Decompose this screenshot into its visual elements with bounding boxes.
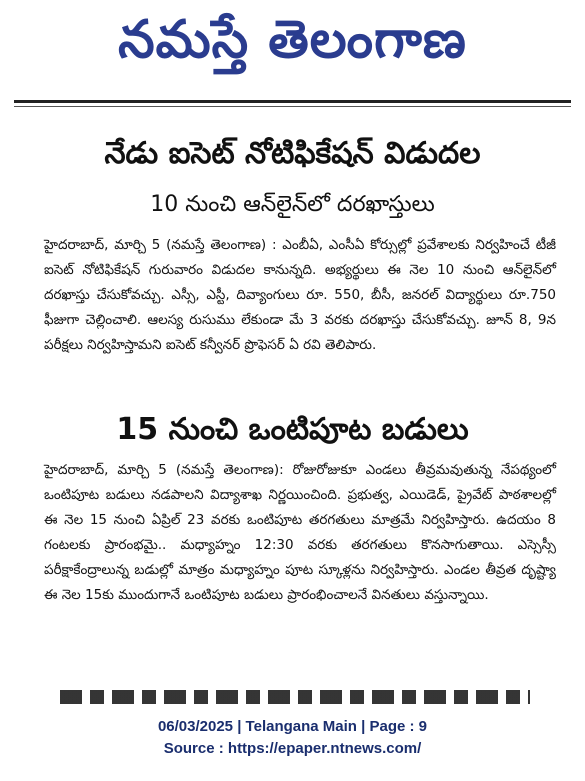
article2-headline: 15 నుంచి ఒంటిపూట బడులు [116, 412, 469, 447]
footer-date-edition-page: 06/03/2025 | Telangana Main | Page : 9 [157, 718, 428, 735]
article1-headline: నేడు ఐసెట్ నోటిఫికేషన్ విడుదల [104, 136, 481, 171]
article1-body: హైదరాబాద్, మార్చి 5 (నమస్తే తెలంగాణ) : ఎంబీఏ, ఎంసీఏ కోర్సుల్లో ప్రవేశాలకు నిర్వహించే టీజీ ఐసెట్ నోటిఫికేషన్ గురువారం విడుదల కానున్నది. అభ్యర్థులు ఈ నెల 10 నుంచి ఆన్‌లైన్‌లో దరఖాస్తు చేసుకోవచ్చు. ఎస్సీ, ఎస్టీ, దివ్యాంగులు రూ. 550, బీసీ, జనరల్ విద్యార్థులు రూ.750 ఫీజుగా చెల్లించాలి. ఆలస్య రుసుము లేకుండా మే 3 వరకు దరఖాస్తు చేసుకోవచ్చు. జూన్ 8, 9న పరీక్షలు నిర్వహిస్తామని ఐసెట్ కన్వీనర్ ప్రొఫెసర్ ఏ రవి తెలిపారు. [44, 237, 556, 353]
footer-source: Source : https://epaper.ntnews.com/ [163, 740, 422, 757]
masthead-divider [14, 100, 571, 103]
clipping-footer [0, 716, 585, 760]
newspaper-logo: నమస్తే తెలంగాణ [118, 10, 467, 70]
article2-body: హైదరాబాద్, మార్చి 5 (నమస్తే తెలంగాణ): రోజురోజుకూ ఎండలు తీవ్రమవుతున్న నేపథ్యంలో ఒంటిపూట బడులు నడపాలని విద్యాశాఖ నిర్ణయించింది. ప్రభుత్వ, ఎయిడెడ్, ప్రైవేట్ పాఠశాలల్లో ఈ నెల 15 నుంచి ఏప్రిల్ 23 వరకు ఒంటిపూట తరగతులు మాత్రమే నిర్వహిస్తారు. ఉదయం 8 గంటలకు ప్రారంభమై.. మధ్యాహ్నం 12:30 వరకు తరగతులు కొనసాగుతాయి. ఎస్సెస్సీ పరీక్షాకేంద్రాలున్న బడుల్లో మాత్రం మధ్యాహ్నం పూట స్కూళ్లను నిర్వహిస్తారు. ఎండల తీవ్రత దృష్ట్యా ఈ నెల 15కు ముందుగానే ఒంటిపూట బడులు ప్రారంభించాలనే వినతులు వస్తున్నాయి. [44, 462, 556, 603]
masthead-divider-thin [14, 106, 571, 107]
cropped-next-headline [60, 690, 530, 704]
masthead [0, 0, 585, 96]
article1-subhead: 10 నుంచి ఆన్‌లైన్‌లో దరఖాస్తులు [150, 192, 435, 217]
